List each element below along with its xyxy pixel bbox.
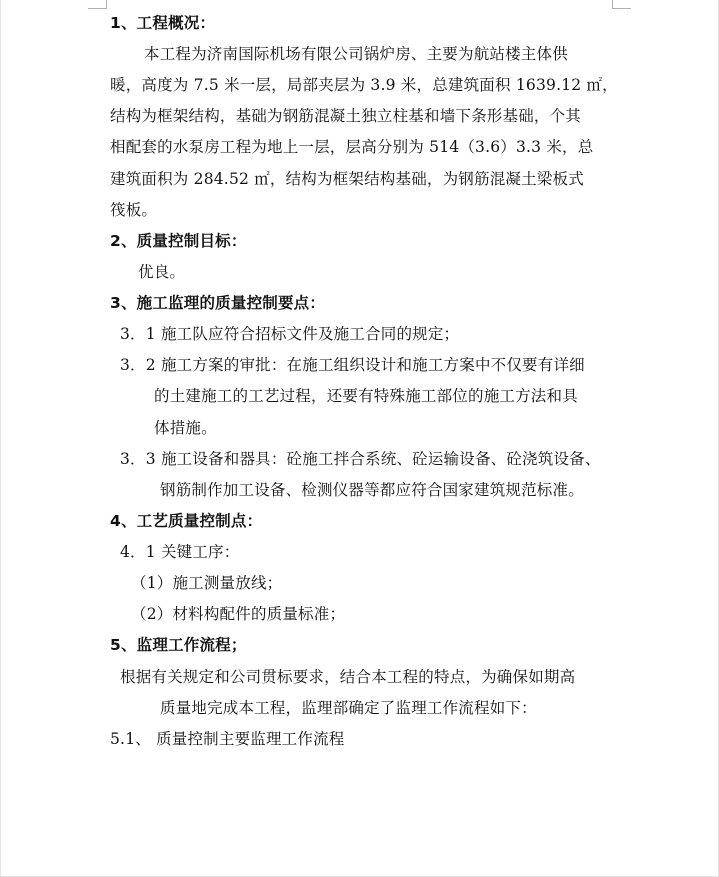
- paragraph-line: 暖，高度为 7.5 米一层，局部夹层为 3.9 米，总建筑面积 1639.12 ㎡，: [110, 76, 618, 94]
- list-item-continuation: 体措施。: [154, 419, 217, 437]
- paragraph-line: 筏板。: [110, 201, 158, 219]
- section-heading-3: 3、施工监理的质量控制要点：: [110, 294, 326, 312]
- section-heading-5: 5、监理工作流程；: [110, 636, 247, 654]
- margin-corner-mark-left: [88, 0, 107, 9]
- paragraph-line: 结构为框架结构，基础为钢筋混凝土独立柱基和墙下条形基础，个其: [110, 107, 582, 125]
- list-item: 3．3 施工设备和器具：砼施工拌合系统、砼运输设备、砼浇筑设备、: [120, 450, 601, 468]
- paragraph-line: 根据有关规定和公司贯标要求，结合本工程的特点，为确保如期高: [120, 668, 576, 686]
- paragraph-line: 质量地完成本工程，监理部确定了监理工作流程如下：: [160, 699, 537, 717]
- list-item: 3．2 施工方案的审批：在施工组织设计和施工方案中不仅要有详细: [120, 356, 585, 374]
- list-item: 3．1 施工队应符合招标文件及施工合同的规定；: [120, 325, 460, 343]
- paragraph-line: 相配套的水泵房工程为地上一层，层高分别为 514（3.6）3.3 米，总: [110, 138, 594, 156]
- section-heading-1: 1、工程概况：: [110, 14, 216, 32]
- subsection-title: 5.1、 质量控制主要监理工作流程: [110, 730, 345, 748]
- list-item: （1）施工测量放线；: [131, 574, 283, 592]
- page-edge-left: [0, 0, 1, 877]
- list-item: （2）材料构配件的质量标准；: [131, 605, 346, 623]
- paragraph-line: 优良。: [138, 263, 186, 281]
- margin-corner-mark-right: [612, 0, 631, 9]
- section-heading-2: 2、质量控制目标：: [110, 232, 247, 250]
- list-item-continuation: 的土建施工的工艺过程，还要有特殊施工部位的施工方法和具: [154, 387, 578, 405]
- paragraph-line: 建筑面积为 284.52 ㎡，结构为框架结构基础，为钢筋混凝土梁板式: [110, 170, 584, 188]
- section-heading-4: 4、工艺质量控制点：: [110, 512, 263, 530]
- paragraph-line: 本工程为济南国际机场有限公司锅炉房、主要为航站楼主体供: [144, 45, 568, 63]
- list-item-continuation: 钢筋制作加工设备、检测仪器等都应符合国家建筑规范标准。: [160, 481, 584, 499]
- subsection-title: 4．1 关键工序：: [120, 543, 240, 561]
